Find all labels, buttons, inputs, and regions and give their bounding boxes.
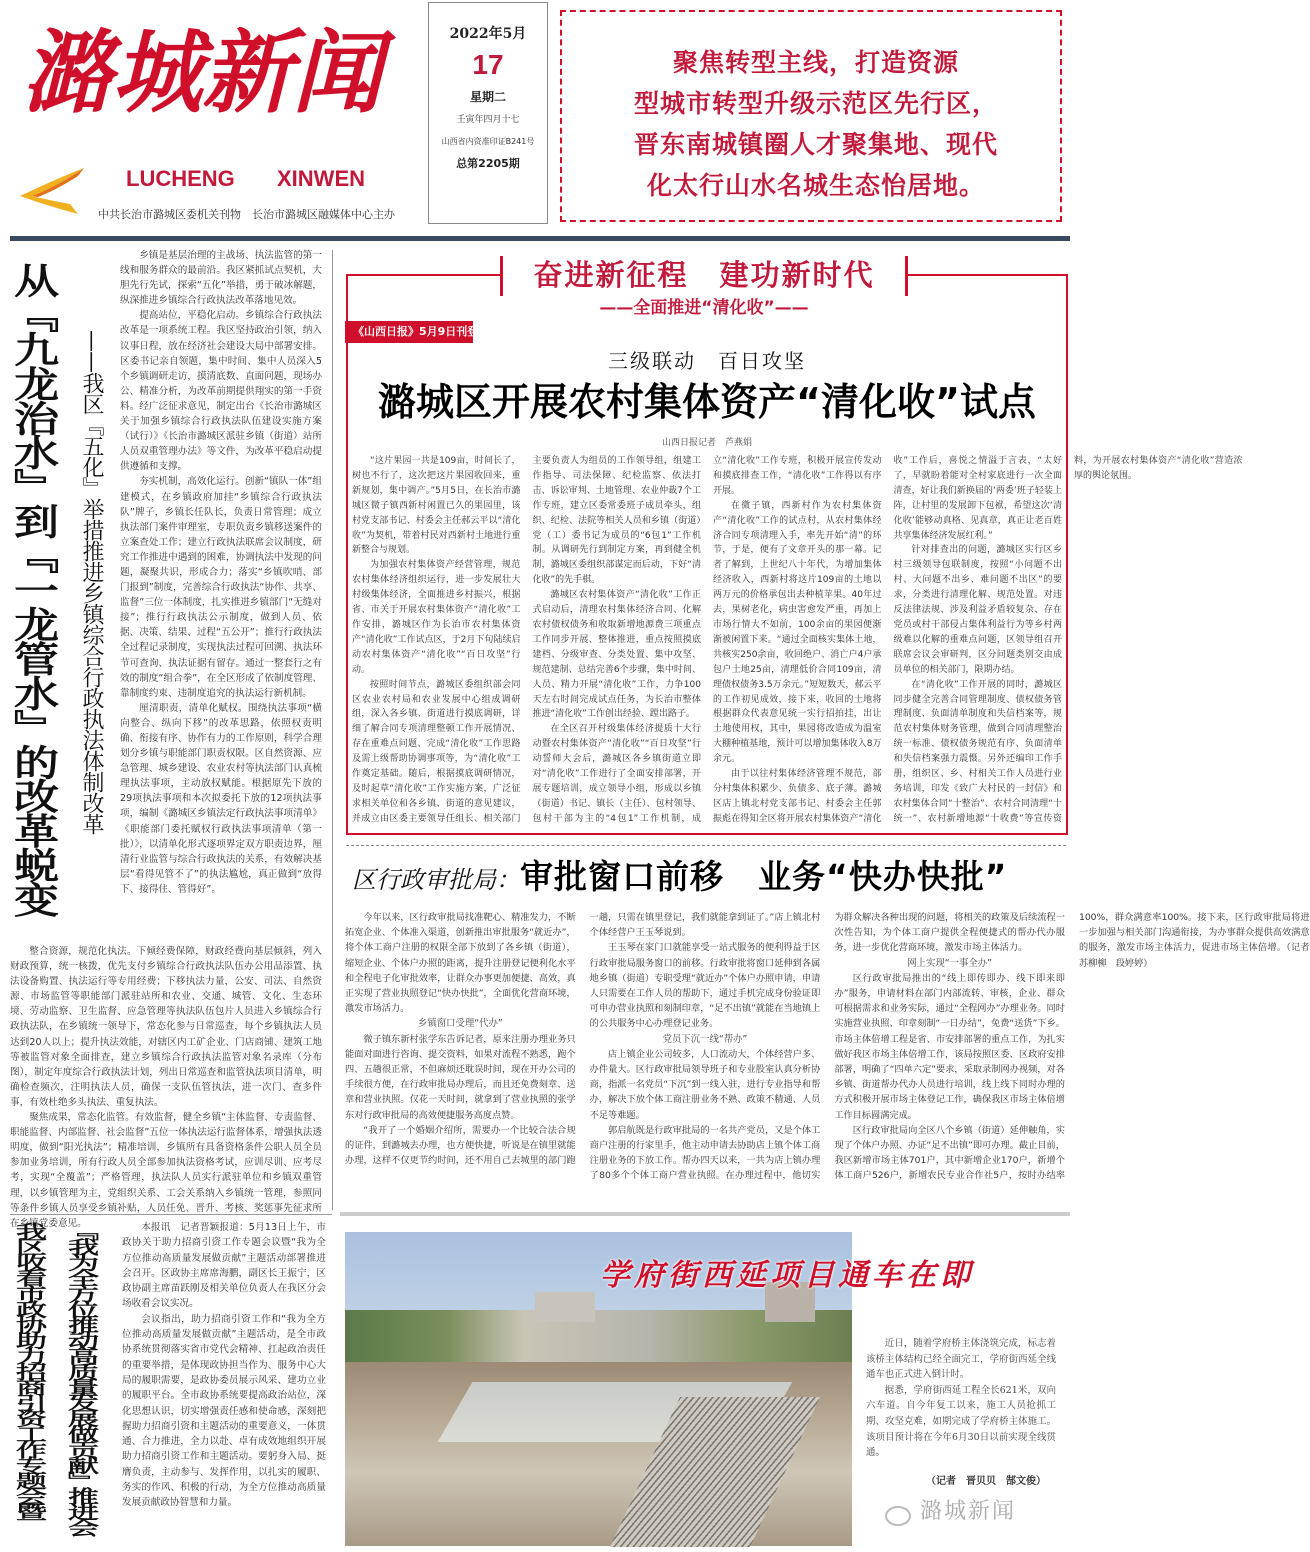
approval-headline: 审批窗口前移 业务“快办快批” bbox=[520, 857, 1008, 896]
feature-byline: 山西日报记者 芦燕娟 bbox=[661, 438, 752, 448]
photo-story-caption bbox=[866, 1336, 1056, 1461]
paragraph: 会议指出，助力招商引资工作和“我为全方位推动高质量发展做贡献”主题活动，是全市政协系统贯彻落实省市党代会精神、扛起政治责任的重要举措，是体现政协担当作为、服务中心大局的履职需要，是政协委员展示风采、建功立业的履职平台。全市政协系统要提高政治站位，深化思想认识，切实增强责任感和使命感，深刻把握助力招商引资和主题活动的重要意义，一体贯通、合力推进，全力以赴、卓有成效地组织开展助力招商引资工作和主题活动。要躬身入局、挺膺负责，主动参与、发挥作用，以扎实的履职、务实的作风、积极的行动，为全方位推动高质量发展贡献政协智慧和力量。 bbox=[122, 1313, 326, 1509]
paragraph: 近日，随着学府桥主体浇筑完成，标志着该桥主体结构已经全面完工，学府街西延全线通车也正式进入倒计时。 bbox=[866, 1338, 1056, 1381]
masthead-logo-title: 潞城新闻 bbox=[22, 20, 382, 126]
paragraph: 微子镇东新村张学东告诉记者，原来注册办理业务只能面对面进行咨询、提交资料，如果对流程不熟悉，跑个四、五趟很正常，不但麻烦还耽误时间，现在开办公司的手续很方便，在行政审批局办理后，而且还免费刻章、送章和营业执照。仅花一天时间，就拿到了营业执照的张学东对行政审批局的高效便捷服务高度点赞。 bbox=[345, 1033, 576, 1121]
section-divider bbox=[340, 1212, 1070, 1216]
feature-body bbox=[352, 454, 1243, 828]
paragraph: 王玉琴在家门口就能享受一站式服务的便利得益于区行政审批局服务窗口的前移。行政审批将窗口延伸到各属地乡镇（街道）专职受理“就近办”个体户办照申请，申请人只需要在工作人员的帮助下，通过手机完成身份验证即可申办营业执照和刻制印章，“足不出镇”就能在当地镇上的公共服务中心办理登记业务。 bbox=[589, 942, 821, 1030]
bottom-left-headline: 我区收看市政协助力招商引资工作专题会暨 bbox=[10, 1222, 46, 1519]
paragraph: 在“清化收”工作开展的同时，潞城区同步健全完善合同管理制度、债权债务管理制度、负面清单制度和失信档案等，规范农村集体财务管理，做到合同清理整治统一标准、债权债务规范有序、负面清单和失信档案强力震慑。另外还编印工作手册，组织区、乡、村相关工作人员进行业务培训，印发《致广大村民的一封信》和农村集体合同“十整治”、农村合同清理“十统一”、农村新增地源“十收费”等宣传资料，为开展农村集体资产“清化收”营造浓厚的舆论氛围。 bbox=[893, 456, 1243, 824]
left-article-body-bottom bbox=[10, 944, 322, 1229]
paragraph: 针对排查出的问题，潞城区实行区乡村三级领导包联制度，按照“小问题不出村、大问题不出乡、难问题不出区”的要求，分类进行清理化解、规范处置。对违反法律法规、涉及利益矛盾较复杂、存在党员或村干部侵占集体利益行为等乡村两级难以化解的重难点问题，区领导组召开联席会议会审研判，区分问题类别交由成员单位的相关部门，限期办结。 bbox=[893, 545, 1062, 675]
approval-headline-lead: 区行政审批局： bbox=[352, 866, 520, 894]
issue-number: 总第2205期 bbox=[456, 157, 520, 170]
section-divider bbox=[10, 1214, 332, 1215]
paragraph: 今年以来，区行政审批局找准靶心、精准发力，不断拓宽企业、个体准入渠道，创新推出审批服务“就近办”，将个体工商户注册的权限全部下放到了各乡镇（街道），缩短企业、个体户办照的距离，提升注册登记便利化水平和全程电子化审批效率，让群众办事更加便捷、高效，真正实现了营业执照登记“快办快批”，全面优化营商环境，激发市场活力。 bbox=[345, 912, 576, 1015]
bottom-left-body bbox=[122, 1220, 326, 1546]
watermark: 潞城新闻 bbox=[920, 1499, 1017, 1524]
slogan-box bbox=[560, 10, 1062, 222]
paragraph: 潞城区农村集体资产“清化收”工作正式启动后，清理农村集体经济合同、化解农村债权债务和收取新增地源费三项重点工作同步开展、整体推进，重点按照摸底建档、分级审查、分类处置、集中攻坚、规范建制、总结完善6个步骤，集中时间、人员、精力开展“清化收”工作，力争100天左右时间完成试点任务，为长治市整体推进“清化收”工作创出经验、蹚出路子。 bbox=[532, 590, 701, 720]
section-subheading: 党员下沉一线“帮办” bbox=[662, 1033, 748, 1045]
masthead-divider bbox=[10, 236, 1070, 241]
section-subheading: 乡镇窗口受理“代办” bbox=[417, 1018, 503, 1030]
paragraph: 本报讯 记者晋颖报道：5月13日上午，市政协关于助力招商引资工作专题会议暨“我为全方位推动高质量发展做贡献”主题活动部署推进会召开。区政协主席席海鹏，副区长王振宁，区政协副主席苗跃刚及相关单位负责人在我区分会场收看会议实况。 bbox=[122, 1222, 326, 1310]
section-divider-dashed bbox=[346, 845, 1066, 846]
paragraph: 区行政审批局向全区八个乡镇（街道）延伸触角，实现了个体户办照、办证“足不出镇”即可办理。截止目前，我区新增市场主体701户，其中新增企业170户，新增个体工商户526户，新增农民专业合作社5户，按时办结率100%，群众满意率100%。接下来，区行政审批局将进一步加强与相关部门沟通衔接，为办事群众提供高效满意的服务，激发市场主体活力，促进市场主体倍增。（记者 苏柳柳 段婷婷） bbox=[834, 912, 1310, 1182]
photo-credit: （记者 晋贝贝 郜文俊） bbox=[926, 1476, 1046, 1487]
paragraph: 厘清职责，清单化赋权。围绕执法事项“横向整合、纵向下移”的改革思路，依照权责明确、衔接有序、协作有力的工作原则，科学合理划分乡镇与职能部门职责权限。区自然资源、应急管理、城乡建设、农业农村等执法部门认真梳理执法事项，主动放权赋能。根据原先下放的29项执法事项和本次拟委托下放的12项执法事项，编制《潞城区乡镇法定行政执法事项清单》《职能部门委托赋权行政执法事项清单（第一批）》，以清单化形式逐项界定双方职责边界，厘清行业监管与综合行政执法的关系，有效解决基层“看得见管不了”的执法尴尬，真正做到“放得下、接得住、管得好”。 bbox=[120, 702, 322, 895]
feature-subhead: 三级联动 百日攻坚 bbox=[608, 349, 806, 373]
left-article-headline: 从『九龙治水』到『一龙管水』的改革蜕变 bbox=[6, 262, 59, 916]
paragraph: 整合资源，规范化执法。下倾经费保障，财政经费向基层倾斜，列入财政预算，统一核拨，优先支付乡镇综合行政执法队伍办公用品添置、执法设备购置、执法运行等专用经费；下移执法力量，公安、司法、自然资源、市场监管等职能部门派驻站所和农业、交通、城管、文化、生态环境、劳动监察、卫生监督、应急管理等执法队伍包片人员进入乡镇综合行政执法队，在乡镇统一领导下，常态化参与日常巡查，每个乡镇执法人员达到20人以上；提升执法效能，对辖区内工矿企业、门店商铺、建筑工地等被监管对象全面排查，建立乡镇综合行政执法监管对象名录库（分布图），制定年度综合行政执法计划，列出日常巡查和监管执法项目清单，明确检查频次，注明执法人员，确保一支队伍管执法，进一次门、查多件事，有效杜绝多头执法、重复执法。 bbox=[10, 946, 322, 1108]
masthead-pinyin-1: LUCHENG bbox=[126, 166, 235, 191]
paragraph: 按照时间节点，潞城区委组织部会同区农业农村局和农业发展中心组成调研组，深入各乡镇、街道进行摸底调研，详细了解合同专项清理整顿工作开展情况、存在重难点问题、完成“清化收”工作思路及需上级帮助协调事项等，为“清化收”工作奠定基础。随后，根据摸底调研情况，及时起草“清化收”工作实施方案，广泛征求相关单位和各乡镇、街道的意见建议，并成立由区委主要领导任组长、相关部门主要负责人为组员的工作领导组，组建工作指导、司法保障、纪检监察、依法打击、诉讼审判、土地管理、农业仲裁7个工作专班，建立区委常委班子成员牵头，组织、纪检、法院等相关人员和乡镇（街道）党（工）委书记为成员的“6包1”工作机制。从调研先行到制定方案，再到健全机制，潞城区委组织部谋定而后动，下好“清化收”的先手棋。 bbox=[352, 456, 701, 824]
paragraph: 在微子镇，西新村作为农村集体资产“清化收”工作的试点村，从农村集体经济合同专项清理入手，率先开始“清”的环节，于是，便有了文章开头的那一幕。记者了解到，上世纪八十年代，为增加集体经济收入，西新村将这片109亩的土地以两万元的价格承包出去种植苹果。40年过去，果树老化，病虫害愈发严重，再加上市场行情大不如前，100余亩的果园便渐渐被闲置下来。“通过全面核实集体土地，共核实250余亩，收回绝户、消亡户4户承包户土地25亩，清理低价合同109亩，清理债权债务3.5万余元。”短短数天，郝云平的工作初见成效，接下来，收回的土地将根据群众代表意见统一实行招拍挂，出让土地使用权，其中，果园将改造成为温室大棚种植基地，预计可以增加集体收入8万余元。 bbox=[713, 500, 882, 765]
date-lunar: 壬寅年四月十七 bbox=[456, 115, 520, 125]
column-divider bbox=[332, 250, 333, 1210]
left-article-subheadline: ——我区『五化』举措推进乡镇综合行政执法体制改革 bbox=[79, 330, 104, 834]
paragraph: 为加强农村集体资产经营管理，规范农村集体经济组织运行，进一步发展壮大村级集体经济，全面推进乡村振兴，根据省、市关于开展农村集体资产“清化收”工作安排，潞城区作为长治市农村集体资产“清化收”工作试点区，于2月下旬陆续启动农村集体资产“清化收”“百日攻坚”行动。 bbox=[352, 560, 521, 675]
masthead-pinyin-2: XINWEN bbox=[277, 166, 365, 191]
date-weekday: 星期二 bbox=[469, 90, 506, 104]
date-day: 17 bbox=[472, 49, 504, 80]
paragraph: 区行政审批局推出的“线上即传即办、线下即来即办”服务，申请材料在部门内部流转、审核，企业、群众可根据需求和业务实际，通过“全程网办”办理业务。同时实施营业执照、印章刻制“一日办结”，免费“送货”下乡。市场主体倍增工程是省、市安排部署的重点工作，为扎实做好我区市场主体倍增工作，该局按照区委、区政府安排部署，明确了“四单六定”要求，采取录制网办视频，对各乡镇、街道帮办代办人员进行培训，线上线下同时办理的方式积极开展市场主体登记工作，确保我区市场主体倍增工作目标圆满完成。 bbox=[834, 972, 1065, 1121]
left-article-body-top bbox=[120, 248, 322, 942]
approval-body bbox=[345, 910, 1310, 1194]
slogan-line: 晋东南城镇圈人才聚集地、现代 bbox=[633, 130, 998, 159]
print-license: 山西省内资准印证B241号 bbox=[441, 137, 535, 146]
feature-kicker: 奋进新征程 建功新时代 bbox=[500, 256, 908, 296]
bottom-left-headline-2: 『我为全方位推动高质量发展做贡献』推进会 bbox=[62, 1222, 98, 1534]
paragraph: 据悉，学府街西延工程全长621米，双向六车道。自今年复工以来，施工人员抢抓工期、攻坚克难，如期完成了学府桥主体施工。该项目预计将在今年6月30日以前实现全线贯通。 bbox=[866, 1384, 1056, 1459]
paragraph: “我开了一个婚姻介绍所，需要办一个比较合法合规的证件，到潞城去办理，也方便快捷，听说是在镇里就能办理，这样不仅更节约时间，还不用自己去城里的部门跑一趟，只需在镇里登记，我们就能拿到证了。”店上镇北村个体经营户王玉琴说到。 bbox=[345, 912, 821, 1167]
paragraph: 郭启航既是行政审批局的一名共产党员，又是个体工商户注册的行家里手，他主动申请去协助店上镇个体工商注册业务的下放工作。帮办四天以来，一共为店上镇办理了80多个个体工商户营业执照。在办理过程中，他切实为群众解决各种出现的问题，将相关的政策及后续流程一次性告知，为个体工商户提供全程便捷式的帮办代办服务，进一步优化营商环境，激发市场主体活力。 bbox=[589, 912, 1065, 1182]
approval-headline-row bbox=[352, 856, 1064, 904]
feature-headline: 潞城区开展农村集体资产“清化收”试点 bbox=[378, 380, 1036, 424]
paragraph: 乡镇是基层治理的主战场、执法监管的第一线和服务群众的最前沿。我区紧抓试点契机，大胆先行先试，探索“五化”举措，勇于破冰解题，纵深推进乡镇综合行政执法改革落地见效。 bbox=[120, 250, 322, 307]
paragraph: 提高站位，平稳化启动。乡镇综合行政执法改革是一项系统工程。我区坚持政治引领，纳入议事日程，放在经济社会建设大局中部署安排。区委书记亲自领题，集中时间、集中人员深入5个乡镇调研走访，摸清底数、直面问题，现场办公、精准分析，为改革前期提供翔实的第一手资料。经广泛征求意见，制定出台《长治市潞城区关于加强乡镇综合行政执法队伍建设实施方案（试行）》《长治市潞城区派驻乡镇（街道）站所人员双重管理办法》等文件，为改革平稳启动提供遵循和支撑。 bbox=[120, 310, 322, 473]
paragraph: 店上镇企业公司较多，人口流动大，个体经营户多、办件量大。区行政审批局领导班子和专业股室认真分析协商，指派一名党员“下沉”到一线入驻，进行专业指导和帮办，解决下放个体工商注册业务不熟、政策不精通、人员不足等难题。 bbox=[589, 1048, 821, 1121]
paragraph: 在全区召开村级集体经济提质十大行动暨农村集体资产“清化收”“百日攻坚”行动誓师大会后，潞城区各乡镇街道立即对“清化收”工作进行了全面安排部署，开展专题培训，成立领导小组，形成以乡镇（街道）书记、镇长（主任）、包村领导、包村干部为主的“4包1”工作机制，成立“清化收”工作专班，积极开展宣传发动和摸底排查工作，“清化收”工作得以有序开展。 bbox=[532, 456, 882, 824]
source-tag: 《山西日报》5月9日刊登 bbox=[345, 321, 473, 343]
photo-story-title: 学府街西延项目通车在即 bbox=[600, 1258, 974, 1293]
masthead-sponsor: 中共长治市潞城区委机关刊物 长治市潞城区融媒体中心主办 bbox=[98, 208, 395, 221]
feature-kicker-sub: ——全面推进“清化收”—— bbox=[599, 298, 809, 318]
paragraph: 由于以往村集体经济管理不规范，部分村集体积累少、负债多、底子薄。潞城区店上镇北村党支部书记、村委会主任郭振彪在得知全区将开展农村集体资产“清化收”工作后，喜悦之情溢于言表，“太好了，早就盼着能对全村家底进行一次全面清查，好让我们新换届的‘两委’班子轻装上阵，让村里的发展卸下包袱，希望这次‘清化收’能够动真格、见真章，真正让老百姓共享集体经济发展红利。” bbox=[713, 456, 1062, 824]
slogan-line: 化太行山水名城生态怡居地。 bbox=[646, 171, 985, 200]
paragraph: 夯实机制，高效化运行。创新“镇队一体”组建模式，在乡镇政府加挂“乡镇综合行政执法队”牌子，乡镇长任队长，负责日常管理；成立执法部门案件审理室，专职负责乡镇移送案件的立案查处工作；建立行政执法联席会议制度，研究工作推进中遇到的困难，协调执法中发现的问题，凝聚共识，形成合力；落实“乡镇吹哨、部门报到”制度，完善综合行政执法“协作、共享、监督”三位一体制度，扎实推进乡镇部门“无缝对接”；推行行政执法公示制度，做到人员、依据、决策、结果、过程“五公开”；推行行政执法全过程记录制度，实现执法过程可回溯、执法环节可查询、执法证据有留存。通过一整套行之有效的制度“组合拳”，在全区形成了依制度管理、靠制度约束、违制度追究的执法运行新机制。 bbox=[120, 476, 322, 699]
masthead-emblem-icon bbox=[18, 166, 90, 216]
paragraph: “这片果园一共是109亩，时间长了，树也不行了，这次把这片果园收回来，重新规划，集中调产。”5月5日，在长治市潞城区微子镇西新村闲置已久的果园里，该村党支部书记、村委会主任郝云平以“清化收”为契机，带着村民对西新村土地进行重新整合与规划。 bbox=[352, 456, 521, 556]
date-box bbox=[428, 2, 548, 224]
wechat-icon bbox=[885, 1506, 911, 1526]
section-subheading: 网上实现“一事全办” bbox=[907, 957, 992, 969]
date-year-month: 2022年5月 bbox=[449, 26, 527, 42]
slogan-line: 聚焦转型主线，打造资源 bbox=[672, 48, 959, 77]
slogan-line: 型城市转型升级示范区先行区， bbox=[633, 89, 998, 118]
paragraph: 聚焦成果，常态化监管。有效监督，健全乡镇“主体监督、专责监督、职能监督、内部监督、社会监督”五位一体执法运行监督体系，增强执法透明度，做到“阳光执法”；精准培训，乡镇所有具备资格条件公职人员全员参加业务培训，所有行政人员全部参加执法资格考试，应训尽训、应考尽考，实现“全覆盖”；严格管理，执法队人员实行派驻单位和乡镇双重管理，以乡镇管理为主，党组织关系、工会关系纳入乡镇统一管理，参照同等条件乡镇人员享受乡镇补贴，人员任免、晋升、考核、奖惩事先征求所在乡镇党委意见。 bbox=[10, 1112, 322, 1229]
photo-building bbox=[535, 1292, 595, 1322]
